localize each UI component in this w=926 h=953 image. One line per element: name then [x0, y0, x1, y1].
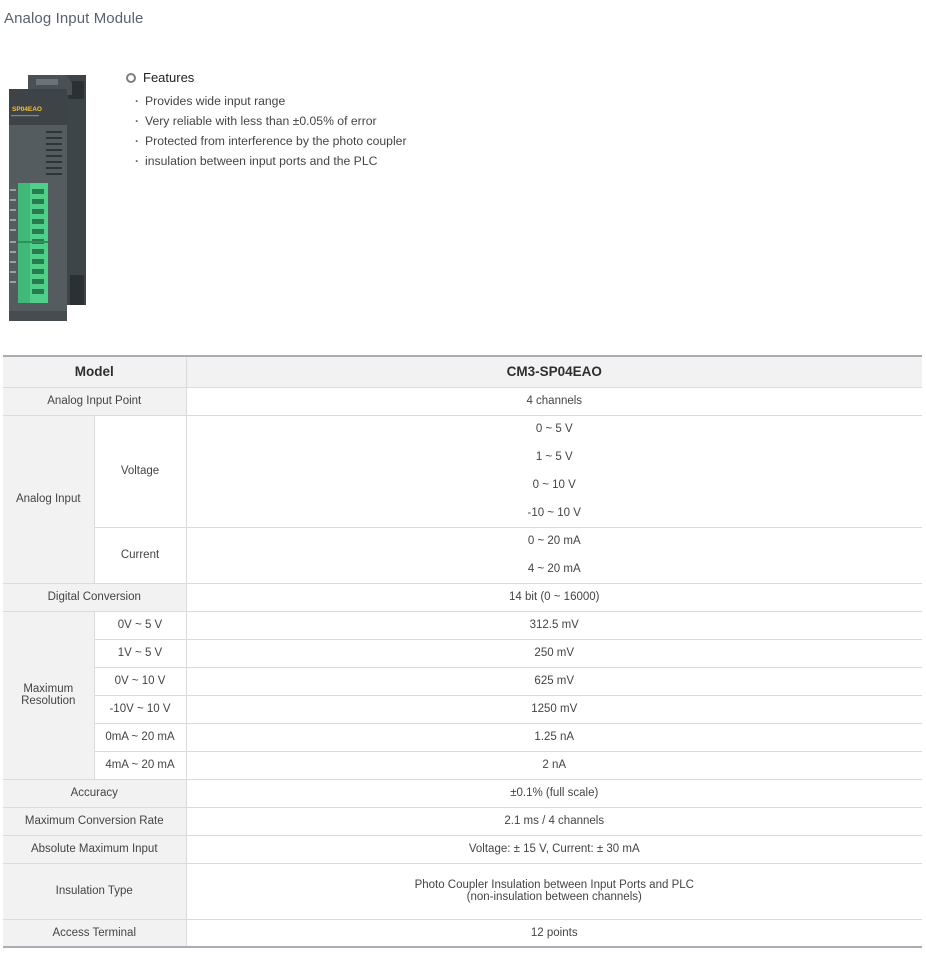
max-resolution-label-line1: Maximum — [23, 683, 74, 695]
absolute-max-input-value: Voltage: ± 15 V, Current: ± 30 mA — [186, 835, 922, 863]
table-row — [3, 807, 922, 835]
absolute-max-input-label: Absolute Maximum Input — [3, 835, 186, 863]
resolution-range: 0V ~ 10 V — [94, 667, 186, 695]
resolution-range: 1V ~ 5 V — [94, 639, 186, 667]
table-row — [3, 723, 922, 751]
page-title: Analog Input Module — [4, 10, 144, 27]
table-row — [3, 695, 922, 723]
features-title: Features — [143, 70, 195, 85]
svg-text:SP04EAO: SP04EAO — [12, 106, 42, 113]
table-row — [3, 527, 922, 555]
max-resolution-label — [3, 611, 94, 779]
resolution-range: 4mA ~ 20 mA — [94, 751, 186, 779]
resolution-value: 250 mV — [186, 639, 922, 667]
analog-input-label: Analog Input — [3, 415, 94, 583]
insulation-type-label: Insulation Type — [3, 863, 186, 919]
model-header: Model — [3, 356, 186, 387]
table-row — [3, 835, 922, 863]
insulation-type-value — [186, 863, 922, 919]
feature-item: · Protected from interference by the photo coupler — [135, 131, 407, 151]
voltage-range-value: 1 ~ 5 V — [186, 443, 922, 471]
max-conversion-rate-label: Maximum Conversion Rate — [3, 807, 186, 835]
table-row — [3, 611, 922, 639]
table-row — [3, 863, 922, 919]
resolution-range: 0V ~ 5 V — [94, 611, 186, 639]
resolution-value: 625 mV — [186, 667, 922, 695]
spec-table — [3, 355, 922, 948]
resolution-range: 0mA ~ 20 mA — [94, 723, 186, 751]
analog-input-point-label: Analog Input Point — [3, 387, 186, 415]
resolution-value: 1250 mV — [186, 695, 922, 723]
feature-item: · Provides wide input range — [135, 91, 407, 111]
table-header-row — [3, 356, 922, 387]
digital-conversion-value: 14 bit (0 ~ 16000) — [186, 583, 922, 611]
accuracy-value: ±0.1% (full scale) — [186, 779, 922, 807]
features-section — [126, 70, 407, 171]
table-row — [3, 919, 922, 947]
resolution-range: -10V ~ 10 V — [94, 695, 186, 723]
voltage-range-value: 0 ~ 5 V — [186, 415, 922, 443]
insulation-type-value-line1: Photo Coupler Insulation between Input Ports and PLC — [414, 879, 694, 891]
table-row — [3, 751, 922, 779]
current-range-value: 0 ~ 20 mA — [186, 527, 922, 555]
feature-item: · insulation between input ports and the PLC — [135, 151, 407, 171]
accuracy-label: Accuracy — [3, 779, 186, 807]
current-label: Current — [94, 527, 186, 583]
voltage-label: Voltage — [94, 415, 186, 527]
circle-bullet-icon — [126, 73, 136, 83]
table-row — [3, 779, 922, 807]
max-resolution-label-line2: Resolution — [21, 695, 76, 707]
features-heading — [126, 70, 407, 85]
table-row — [3, 667, 922, 695]
access-terminal-label: Access Terminal — [3, 919, 186, 947]
voltage-range-value: 0 ~ 10 V — [186, 471, 922, 499]
features-list — [126, 91, 407, 171]
insulation-type-value-line2: (non-insulation between channels) — [466, 891, 642, 903]
current-range-value: 4 ~ 20 mA — [186, 555, 922, 583]
table-row — [3, 583, 922, 611]
analog-input-point-value: 4 channels — [186, 387, 922, 415]
digital-conversion-label: Digital Conversion — [3, 583, 186, 611]
resolution-value: 2 nA — [186, 751, 922, 779]
table-row — [3, 639, 922, 667]
table-row — [3, 387, 922, 415]
resolution-value: 1.25 nA — [186, 723, 922, 751]
product-image — [6, 75, 90, 325]
resolution-value: 312.5 mV — [186, 611, 922, 639]
table-row — [3, 415, 922, 443]
voltage-range-value: -10 ~ 10 V — [186, 499, 922, 527]
max-conversion-rate-value: 2.1 ms / 4 channels — [186, 807, 922, 835]
access-terminal-value: 12 points — [186, 919, 922, 947]
feature-item: · Very reliable with less than ±0.05% of error — [135, 111, 407, 131]
model-value: CM3-SP04EAO — [186, 356, 922, 387]
